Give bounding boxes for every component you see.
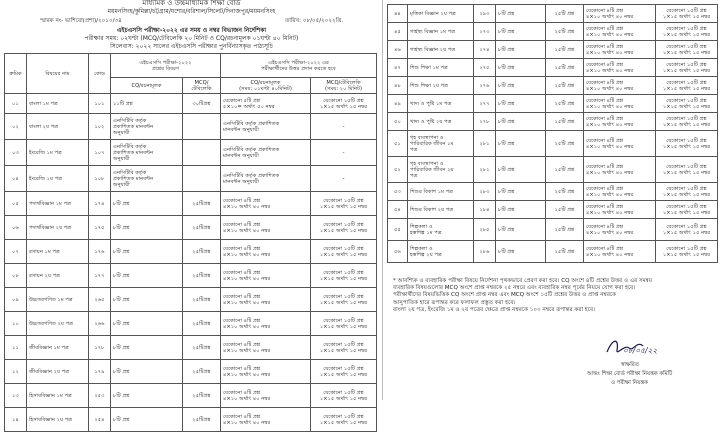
cell-mcq: ২৫টি প্রশ্ন xyxy=(546,201,584,219)
cell-subject: রসায়ন ২য় পত্র xyxy=(27,264,89,288)
document-title: এইচএসসি পরীক্ষা-২০২২ এর সময় ও নম্বর বিভাজন নির্দেশিকা xyxy=(116,27,267,34)
cell-code: ২৯৩ xyxy=(474,5,496,23)
cell-subject: জীববিজ্ঞান ২য় পত্র xyxy=(27,360,89,384)
cell-sl: ৪৮ xyxy=(388,77,408,95)
cell-subject: শিল্পকলা ও হস্তশিল্প ১ম পত্র xyxy=(408,219,474,241)
col-question-group-header: এইচএসসি পরীক্ষা-২০২২ প্রশ্নের বিবরণ xyxy=(111,54,221,78)
cell-cq-ans: যেকোনো ৪টি প্রশ্ন ৪×১০ অর্থাৎ ৪০ নম্বর xyxy=(221,360,311,384)
cell-subject: বাংলা ১ম পত্র xyxy=(27,94,89,114)
cell-cq: ৮টি প্রশ্ন xyxy=(496,201,546,219)
cell-cq: ৮টি প্রশ্ন xyxy=(111,384,183,408)
cell-cq-ans: এনসিটিবি কর্তৃক প্রকাশিতক মানবন্টন অনুযায়ী xyxy=(221,114,311,140)
cell-mcq-ans: যেকোনো ১৫টি প্রশ্ন ১×১৫ অর্থাৎ ১৫ নম্বর xyxy=(656,113,718,131)
cell-cq: এনসিটিবি কর্তৃক প্রকাশিতক মানবন্টন অনুযায়ী xyxy=(111,140,183,166)
table-row xyxy=(5,336,377,360)
cell-cq-ans: যেকোনো ৪টি প্রশ্ন ৪×১০ অর্থাৎ ৪০ নম্বর xyxy=(584,219,656,241)
marks-table-right xyxy=(387,4,718,263)
cell-sl: ০৯ xyxy=(5,288,27,312)
table-row xyxy=(388,23,718,41)
cell-cq-ans: যেকোনো ৪টি প্রশ্ন ৪×১০ অর্থাৎ ৪০ নম্বর xyxy=(221,264,311,288)
cell-cq: ৮টি প্রশ্ন xyxy=(496,5,546,23)
cell-cq: ৮টি প্রশ্ন xyxy=(496,219,546,241)
sign-title: স্বাক্ষরিত xyxy=(621,362,639,368)
cell-mcq-ans: যেকোনো ১৫টি প্রশ্ন ১×১৫ অর্থাৎ ১৫ নম্বর xyxy=(656,59,718,77)
cell-cq-ans: যেকোনো ৪টি প্রশ্ন ৪×১০ অর্থাৎ ৪০ নম্বর xyxy=(221,312,311,336)
col-subject-header: বিষয়ের নাম xyxy=(27,54,89,94)
cell-mcq-ans: যেকোনো ১৫টি প্রশ্ন ১×১৫ অর্থাৎ ১৫ নম্বর xyxy=(311,288,377,312)
cell-code: ২৬৬ xyxy=(89,312,111,336)
cell-mcq: ২৫টি প্রশ্ন xyxy=(546,59,584,77)
cell-cq: এনসিটিবি কর্তৃক প্রকাশিতক মানবন্টন অনুযায়ী xyxy=(111,166,183,192)
cell-sl: ৪৫ xyxy=(388,23,408,41)
cell-sl: ০৭ xyxy=(5,240,27,264)
cell-mcq: ২৫টিপ্রশ্ন xyxy=(183,288,221,312)
cell-mcq-ans: যেকোনো ১৫টি প্রশ্ন ১×১৫ অর্থাৎ ১৫ নম্বর xyxy=(311,408,377,432)
cell-subject: জীববিজ্ঞান ১ম পত্র xyxy=(27,336,89,360)
cell-cq-ans: যেকোনো ৪টি প্রশ্ন ৪×১০ অর্থাৎ ৪০ নম্বর xyxy=(584,23,656,41)
cell-code: ২৭৩ xyxy=(474,23,496,41)
cell-mcq-ans: যেকোনো ১৫টি প্রশ্ন ১×১৫ অর্থাৎ ১৫ নম্বর xyxy=(311,360,377,384)
cell-code: ২৭৫ xyxy=(474,59,496,77)
cell-mcq-ans: যেকোনো ১৫টি প্রশ্ন ১×১৫ অর্থাৎ ১৫ নম্বর xyxy=(656,183,718,201)
table-row xyxy=(388,113,718,131)
cell-subject: শিশু শিক্ষা ১ম পত্র xyxy=(408,59,474,77)
cell-cq: ৮টি প্রশ্ন xyxy=(496,241,546,263)
cell-mcq: ২৫টি প্রশ্ন xyxy=(546,219,584,241)
table-row xyxy=(388,131,718,157)
cell-cq-ans: যেকোনো ৪টি প্রশ্ন ৪×১০ অর্থাৎ ৪০ নম্বর xyxy=(221,288,311,312)
cell-mcq: ২৫টিপ্রশ্ন xyxy=(183,264,221,288)
cell-mcq-ans: যেকোনো ১৫টি প্রশ্ন ১×১৫ অর্থাৎ ১৫ নম্বর xyxy=(656,77,718,95)
cell-cq: ৮টি প্রশ্ন xyxy=(496,23,546,41)
cell-mcq-ans: যেকোনো ১৫টি প্রশ্ন ১×১৫ অর্থাৎ ১৫ নম্বর xyxy=(656,131,718,157)
cell-cq-ans: যেকোনো ৪টি প্রশ্ন ৪×১০ অর্থাৎ ৪০ নম্বর xyxy=(584,95,656,113)
cell-mcq: ২৫টি প্রশ্ন xyxy=(546,241,584,263)
right-page xyxy=(383,0,725,400)
cell-subject: পদার্থবিজ্ঞান ২য় পত্র xyxy=(27,216,89,240)
cell-code: ১৭৮ xyxy=(89,336,111,360)
cell-code: ১০৭ xyxy=(89,140,111,166)
cell-code: ২৫৪ xyxy=(89,408,111,432)
cell-code: ২৮১ xyxy=(474,131,496,157)
cell-code: ২৫৩ xyxy=(89,384,111,408)
cell-sl: ১০ xyxy=(5,312,27,336)
table-row xyxy=(5,360,377,384)
cell-cq-ans: যেকোনো ৪টি প্রশ্ন ৪×১০ অর্থাৎ ৪০ নম্বর xyxy=(584,77,656,95)
cell-mcq-ans: যেকোনো ১৫টি প্রশ্ন ১×১৫ অর্থাৎ ১৫ নম্বর xyxy=(656,41,718,59)
syllabus-line: সিলেবাস: ২০২২ সালের এইচএসসি পরীক্ষার পুনর্বিন্যাসকৃত পাঠ্যসূচি xyxy=(110,43,273,50)
cell-sl: ৫৬ xyxy=(388,241,408,263)
cell-mcq-ans: যেকোনো ১৫টি প্রশ্ন ১×১৫ অর্থাৎ ১৫ নম্বর xyxy=(311,240,377,264)
table-row xyxy=(388,95,718,113)
cell-code: ২৮৫ xyxy=(474,219,496,241)
table-row xyxy=(388,201,718,219)
cell-mcq: ২৫টিপ্রশ্ন xyxy=(183,240,221,264)
cell-cq: ৮টি প্রশ্ন xyxy=(111,240,183,264)
memo-number: স্মারক নং- ভাশিবো(প্রশা)/২০১০/৩৪ xyxy=(40,18,122,24)
cell-cq-ans: যেকোনো ৪টি প্রশ্ন ৪×১০ অর্থাৎ ৪০ নম্বর xyxy=(584,183,656,201)
col-sl-header: ক্রমিক xyxy=(5,54,27,94)
cell-mcq: ২৫টি প্রশ্ন xyxy=(546,157,584,183)
cell-subject: ইংরেজি ১ম পত্র xyxy=(27,140,89,166)
cell-mcq: ২৫টি প্রশ্ন xyxy=(546,131,584,157)
cell-mcq-ans: যেকোনো ১৫টি প্রশ্ন ১×১৫ অর্থাৎ ১৫ নম্বর xyxy=(656,241,718,263)
cell-cq: এনসিটিবি কর্তৃক প্রকাশিতক মানবন্টন অনুযায়ী xyxy=(111,114,183,140)
col-code-header: কোড xyxy=(89,54,111,94)
cell-mcq xyxy=(183,114,221,140)
cell-mcq-ans: যেকোনো ১৫টি প্রশ্ন ১×১৫ অর্থাৎ ১৫ নম্বর xyxy=(656,201,718,219)
cell-mcq-ans: যেকোনো ১৫টি প্রশ্ন ১×১৫ অর্থাৎ ১৫ নম্বর xyxy=(311,192,377,216)
cell-subject: খাদ্য ও পুষ্টি ১ম পত্র xyxy=(408,95,474,113)
table-row xyxy=(5,140,377,166)
cell-subject: উচ্চতরগণিত ১ম পত্র xyxy=(27,288,89,312)
table-row xyxy=(5,384,377,408)
cell-cq: ৮টি প্রশ্ন xyxy=(111,216,183,240)
cell-cq-ans: যেকোনো ৪টি প্রশ্ন ৪×১০ অর্থাৎ ৪০ নম্বর xyxy=(584,5,656,23)
cell-subject: গৃহ ব্যবস্থাপনা ও পারিবারিক জীবন ২য় পত্র xyxy=(408,157,474,183)
cell-subject: শিশুর বিকাশ ১ম পত্র xyxy=(408,183,474,201)
cell-cq-ans: যেকোনো ৪টি প্রশ্ন ৪×১০ অর্থাৎ ৪০ নম্বর xyxy=(584,41,656,59)
cell-sl: ১১ xyxy=(5,336,27,360)
table-row xyxy=(388,5,718,23)
table-row xyxy=(5,166,377,192)
cell-cq-ans: যেকোনো ৪টি প্রশ্ন ৪×১০ অর্থাৎ ৪০ নম্বর xyxy=(584,131,656,157)
col-mcq-time-header: MCQ/টেবিলেকি (সময়: ২০ মিনিট) xyxy=(311,78,377,94)
cell-mcq-ans: যেকোনো ১৫টি প্রশ্ন ১×১৫ অর্থাৎ ১৫ নম্বর xyxy=(656,23,718,41)
cell-sl: ০৫ xyxy=(5,192,27,216)
cell-sl: ৫২ xyxy=(388,157,408,183)
table-row xyxy=(5,114,377,140)
cell-mcq: ৩০টিপ্রশ্ন xyxy=(183,94,221,114)
cell-mcq: ২৫টিপ্রশ্ন xyxy=(183,192,221,216)
memo-date: তারিখ: ০৮/০৫/২০২২খ্রি. xyxy=(285,18,344,24)
table-row xyxy=(388,59,718,77)
cell-cq: ৮টি প্রশ্ন xyxy=(496,131,546,157)
cell-code: ২৭৬ xyxy=(474,77,496,95)
cell-sl: ০৪ xyxy=(5,166,27,192)
cell-cq-ans: যেকোনো ৪টি প্রশ্ন ৪×১০ অর্থাৎ ৪০ নম্বর xyxy=(584,241,656,263)
cell-mcq xyxy=(183,140,221,166)
cell-mcq: ২৫টিপ্রশ্ন xyxy=(183,336,221,360)
cell-cq: ৮টি প্রশ্ন xyxy=(111,360,183,384)
cell-code: ২৬৫ xyxy=(89,288,111,312)
col-mcq-header: MCQ/ টেবিলেকি xyxy=(183,78,221,94)
cell-mcq-ans: যেকোনো ১৫টি প্রশ্ন ১×১৫ অর্থাৎ ১৫ নম্বর xyxy=(656,219,718,241)
cell-cq-ans: এনসিটিবি কর্তৃক প্রকাশিতক মানবন্টন অনুযায়ী xyxy=(221,140,311,166)
cell-sl: ৪৬ xyxy=(388,41,408,59)
cell-cq: ৮টি প্রশ্ন xyxy=(496,41,546,59)
cell-cq: ৮টি প্রশ্ন xyxy=(111,408,183,432)
cell-subject: শিশুর বিকাশ ২য় পত্র xyxy=(408,201,474,219)
cell-subject: মৃত্তিকা বিজ্ঞান ২য় পত্র xyxy=(408,5,474,23)
cell-subject: শিল্পকলা ও হস্তশিল্প ২য় পত্র xyxy=(408,241,474,263)
cell-cq-ans: যেকোনো ৪টি প্রশ্ন ৪×১০ অর্থাৎ ৪০ নম্বর xyxy=(584,59,656,77)
cell-sl: ০৮ xyxy=(5,264,27,288)
cell-mcq: ২৫টি প্রশ্ন xyxy=(546,5,584,23)
cell-mcq-ans: যেকোনো ১৫টি প্রশ্ন ১×১৫ অর্থাৎ ১৫ নম্বর xyxy=(656,5,718,23)
table-row xyxy=(5,216,377,240)
cell-code: ১৭৭ xyxy=(89,264,111,288)
cell-code: ২৭৮ xyxy=(474,113,496,131)
cell-sl: ১২ xyxy=(5,360,27,384)
cell-mcq-ans: - xyxy=(311,166,377,192)
cell-code: ১৭৯ xyxy=(89,360,111,384)
cell-sl: ৪৭ xyxy=(388,59,408,77)
cell-sl: ১৩ xyxy=(5,384,27,408)
cell-cq-ans: যেকোনো ৪টি প্রশ্ন ৪×১০ অর্থাৎ ৪০ নম্বর xyxy=(221,240,311,264)
notes-paragraph: * আবশ্যিক ও ব্যবহারিক পরীক্ষা বিষয়ে নির্দেশনা পৃথকভাবে প্রেরণ করা হবে। CQ অংশে ৪টি প্রশ্নের উত্তর ও এর সমন্বয় ব্যবহারিক বিষয়গুলোর MCQ অংশে প্রাপ্ত নম্বরকে ২৫ নম্বরে এবং ব্যবহারিক নম্বর পূর্বের নিয়মে যোগ করা হবে। পরীক্ষার্থীদের বিষয়ভিত্তিক CQ অংশে প্রাপ্ত নম্বর এবং MCQ অংশে ১৫টি প্রশ্নের উত্তর ও প্রাপ্ত নম্বরকে আনুপাতিক হারে রূপান্তর করে ফলাফল প্রস্তুত করা হবে। বাংলা ২য় পত্র, ইংরেজি ১ম ও ২য় পত্রের ক্ষেত্রে প্রাপ্ত নম্বরকে ১০০ নম্বরে রূপান্তর করা হবে। xyxy=(393,278,653,313)
cell-mcq: ২৫টি প্রশ্ন xyxy=(546,95,584,113)
table-row xyxy=(5,264,377,288)
sign-committee: আন্তঃ শিক্ষা বোর্ড পরীক্ষা নিয়ন্ত্রক কমিটি xyxy=(587,371,673,377)
cell-cq-ans: যেকোনো ৪টি প্রশ্ন ৪×১০ অর্থাৎ ৪০ নম্বর xyxy=(584,157,656,183)
cell-cq-ans: যেকোনো ৪টি প্রশ্ন ৪×১০ অর্থাৎ ৪০ নম্বর xyxy=(584,201,656,219)
cell-cq: ৮টি প্রশ্ন xyxy=(111,264,183,288)
cell-sl: ০২ xyxy=(5,114,27,140)
cell-mcq: ২৫টি প্রশ্ন xyxy=(546,113,584,131)
cell-subject: গৃহ ব্যবস্থাপনা ও পারিবারিক জীবন ১ম পত্র xyxy=(408,131,474,157)
sign-controller: ও পরীক্ষা নিয়ন্ত্রক xyxy=(611,380,648,386)
table-row xyxy=(388,77,718,95)
cell-sl: ৫৩ xyxy=(388,183,408,201)
cell-subject: খাদ্য ও পুষ্টি ২য় পত্র xyxy=(408,113,474,131)
cell-code: ২৮৪ xyxy=(474,201,496,219)
cell-mcq-ans: যেকোনো ১৫টি প্রশ্ন ১×১৫ অর্থাৎ ১৫ নম্বর xyxy=(311,94,377,114)
cell-mcq: ২৫টিপ্রশ্ন xyxy=(183,360,221,384)
cell-code: ২৮৬ xyxy=(474,241,496,263)
cell-subject: উচ্চতরগণিত ২য় পত্র xyxy=(27,312,89,336)
exam-time: পরীক্ষার সময়: ০২ঘণ্টা (MCQ/টেবিলেকি ২০ মিনিট ও CQ/রচনামূলক ০১ঘণ্টা ৪০ মিনিট) xyxy=(84,35,299,42)
table-row xyxy=(388,183,718,201)
cell-code: ১০৮ xyxy=(89,166,111,192)
col-cq-time-header: CQ/রচনামূলক (সময়: ০১ঘণ্টা ৪০মিনিট) xyxy=(221,78,311,94)
cell-cq-ans: যেকোনো ৪টি প্রশ্ন ৪×১০ অর্থাৎ ৪০ নম্বর xyxy=(221,408,311,432)
cell-subject: গার্হস্থ্য বিজ্ঞান ২য় পত্র xyxy=(408,41,474,59)
cell-cq-ans: যেকোনো ৪টি প্রশ্ন ৪×১০ অর্থাৎ ৪০ নম্বর xyxy=(584,113,656,131)
cell-mcq xyxy=(183,166,221,192)
cell-sl: ১৪ xyxy=(5,408,27,432)
cell-cq-ans: যেকোনো ৪টি প্রশ্ন ৪×১০ অর্থাৎ ৪০ নম্বর xyxy=(221,384,311,408)
cell-cq-ans: যেকোনো ৪টি প্রশ্ন ৪×১০ অর্থাৎ ৪০ নম্বর xyxy=(221,336,311,360)
cell-mcq-ans: - xyxy=(311,114,377,140)
col-answer-group-header: এইচএসসি পরীক্ষা-২০২২ এর পরীক্ষার্থীদের উত্তর প্রদান করতে হবে xyxy=(221,54,377,78)
cell-cq: ৮টি প্রশ্ন xyxy=(496,59,546,77)
cell-subject: হিসাববিজ্ঞান ১ম পত্র xyxy=(27,384,89,408)
cell-code: ১০২ xyxy=(89,114,111,140)
cell-cq: ৮টি প্রশ্ন xyxy=(496,157,546,183)
cell-sl: ০৬ xyxy=(5,216,27,240)
cell-code: ২৭৭ xyxy=(474,95,496,113)
table-row xyxy=(5,94,377,114)
cell-code: ২৮৩ xyxy=(474,183,496,201)
cell-subject: শিশু শিক্ষা ২য় পত্র xyxy=(408,77,474,95)
cell-mcq-ans: যেকোনো ১৫টি প্রশ্ন ১×১৫ অর্থাৎ ১৫ নম্বর xyxy=(311,216,377,240)
col-cq-header: CQ/রচনামূলক xyxy=(111,78,183,94)
cell-subject: রসায়ন ১ম পত্র xyxy=(27,240,89,264)
table-row xyxy=(5,288,377,312)
cell-cq: ৮টি প্রশ্ন xyxy=(111,192,183,216)
cell-cq: ৮টি প্রশ্ন xyxy=(111,312,183,336)
cell-sl: ৫৫ xyxy=(388,219,408,241)
cell-code: ২৭৪ xyxy=(474,41,496,59)
table-row xyxy=(388,241,718,263)
cell-code: ১৭৫ xyxy=(89,216,111,240)
cell-subject: হিসাববিজ্ঞান ২য় পত্র xyxy=(27,408,89,432)
board-subheader: ময়মনসিংহ/কুমিল্লা/চট্টগ্রাম/যশোর/বরিশাল/সিলেট/দিনাজপুর/ময়মনসিংহ xyxy=(107,8,276,15)
cell-mcq-ans: যেকোনো ১৫টি প্রশ্ন ১×১৫ অর্থাৎ ১৫ নম্বর xyxy=(656,95,718,113)
cell-code: ১০১ xyxy=(89,94,111,114)
board-header: মাধ্যমিক ও উচ্চমাধ্যমিক শিক্ষা বোর্ড xyxy=(142,0,241,7)
cell-sl: ৫০ xyxy=(388,113,408,131)
cell-cq: ৮টি প্রশ্ন xyxy=(496,183,546,201)
cell-mcq-ans: - xyxy=(311,140,377,166)
marks-table-left xyxy=(4,53,377,432)
cell-mcq-ans: যেকোনো ১৫টি প্রশ্ন ১×১৫ অর্থাৎ ১৫ নম্বর xyxy=(656,157,718,183)
cell-mcq: ২৫টিপ্রশ্ন xyxy=(183,312,221,336)
cell-subject: বাংলা ২য় পত্র xyxy=(27,114,89,140)
cell-sl: ৫৪ xyxy=(388,201,408,219)
cell-cq: ৮টি প্রশ্ন xyxy=(111,336,183,360)
cell-cq: ৮টি প্রশ্ন xyxy=(496,95,546,113)
cell-code: ১৭৪ xyxy=(89,192,111,216)
cell-subject: পদার্থবিজ্ঞান ১ম পত্র xyxy=(27,192,89,216)
cell-cq-ans: যেকোনো ৪টি প্রশ্ন ৪×১০ অর্থাৎ ৪০ নম্বর xyxy=(221,192,311,216)
cell-cq-ans: যেকোনো ৫টি প্রশ্ন ৫×১০= অর্থাৎ ৫০ নম্বর xyxy=(221,94,311,114)
signature-date: ০৮/০৫/২২ xyxy=(623,346,658,355)
cell-mcq: ২৫টি প্রশ্ন xyxy=(546,77,584,95)
cell-subject: ইংরেজি ২য় পত্র xyxy=(27,166,89,192)
cell-sl: ৪৯ xyxy=(388,95,408,113)
cell-cq: ৮টি প্রশ্ন xyxy=(111,288,183,312)
cell-mcq-ans: যেকোনো ১৫টি প্রশ্ন ১×১৫ অর্থাৎ ১৫ নম্বর xyxy=(311,264,377,288)
cell-subject: গার্হস্থ্য বিজ্ঞান ১ম পত্র xyxy=(408,23,474,41)
table-row xyxy=(5,312,377,336)
cell-code: ১৭৬ xyxy=(89,240,111,264)
cell-sl: ৪৪ xyxy=(388,5,408,23)
cell-mcq-ans: যেকোনো ১৫টি প্রশ্ন ১×১৫ অর্থাৎ ১৫ নম্বর xyxy=(311,384,377,408)
cell-mcq-ans: যেকোনো ১৫টি প্রশ্ন ১×১৫ অর্থাৎ ১৫ নম্বর xyxy=(311,336,377,360)
cell-code: ২৮২ xyxy=(474,157,496,183)
cell-cq: ১১টি প্রশ্ন xyxy=(111,94,183,114)
cell-mcq: ২৫টিপ্রশ্ন xyxy=(183,408,221,432)
cell-mcq: ২৫টি প্রশ্ন xyxy=(546,183,584,201)
cell-mcq: ২৫টি প্রশ্ন xyxy=(546,23,584,41)
cell-mcq: ২৫টিপ্রশ্ন xyxy=(183,384,221,408)
table-row xyxy=(388,41,718,59)
cell-cq: ৮টি প্রশ্ন xyxy=(496,113,546,131)
cell-cq-ans: যেকোনো ৪টি প্রশ্ন ৪×১০ অর্থাৎ ৪০ নম্বর xyxy=(221,216,311,240)
cell-sl: ০৩ xyxy=(5,140,27,166)
cell-mcq-ans: যেকোনো ১৫টি প্রশ্ন ১×১৫ অর্থাৎ ১৫ নম্বর xyxy=(311,312,377,336)
table-row xyxy=(5,192,377,216)
table-row xyxy=(5,240,377,264)
cell-cq: ৮টি প্রশ্ন xyxy=(496,77,546,95)
cell-sl: ০১ xyxy=(5,94,27,114)
cell-sl: ৫১ xyxy=(388,131,408,157)
cell-mcq: ২৫টিপ্রশ্ন xyxy=(183,216,221,240)
cell-cq-ans: এনসিটিবি কর্তৃক প্রকাশিতক মানবন্টন অনুযায়ী xyxy=(221,166,311,192)
table-row xyxy=(5,408,377,432)
cell-mcq: ২৫টি প্রশ্ন xyxy=(546,41,584,59)
table-row xyxy=(388,219,718,241)
table-row xyxy=(388,157,718,183)
